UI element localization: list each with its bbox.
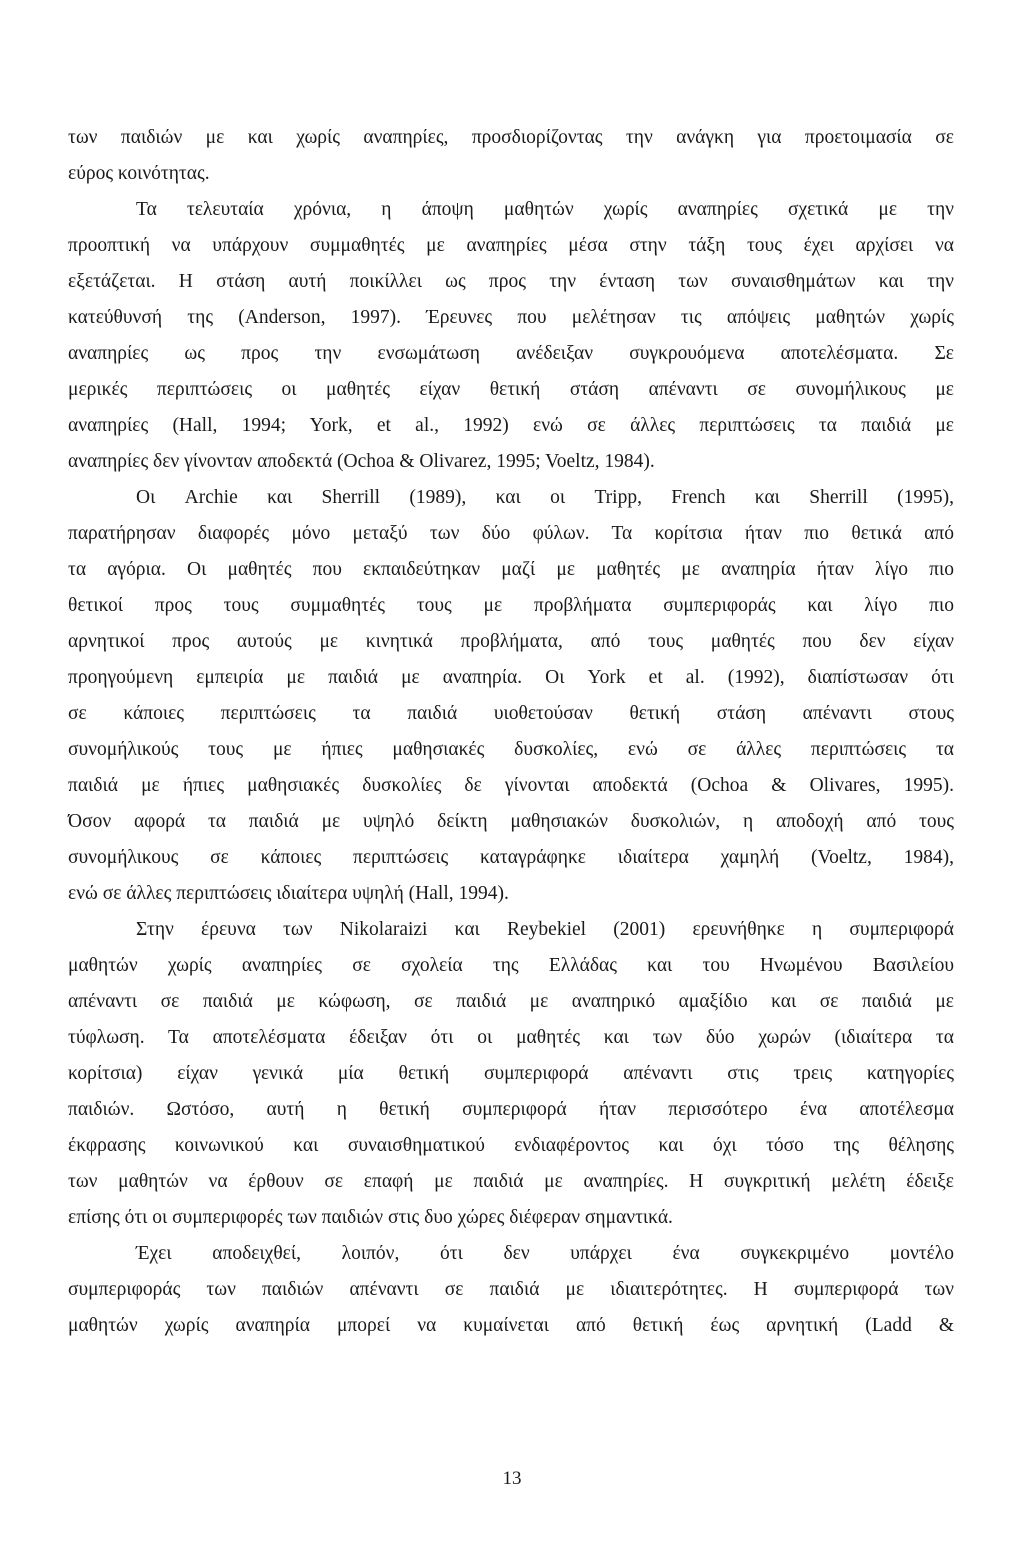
text-line: συνομήλικούς τους με ήπιες μαθησιακές δυσκολίες, ενώ σε άλλες περιπτώσεις τα [68, 739, 954, 760]
text-line: Στην έρευνα των Nikolaraizi και Reybekiel (2001) ερευνήθηκε η συμπεριφορά [136, 919, 954, 940]
text-line: συμπεριφοράς των παιδιών απέναντι σε παιδιά με ιδιαιτερότητες. Η συμπεριφορά των [68, 1279, 954, 1300]
text-line: τύφλωση. Τα αποτελέσματα έδειξαν ότι οι μαθητές και των δύο χωρών (ιδιαίτερα τα [68, 1027, 954, 1048]
text-line: παρατήρησαν διαφορές μόνο μεταξύ των δύο φύλων. Τα κορίτσια ήταν πιο θετικά από [68, 523, 954, 544]
text-line: ενώ σε άλλες περιπτώσεις ιδιαίτερα υψηλή (Hall, 1994). [68, 883, 509, 904]
text-line: θετικοί προς τους συμμαθητές τους με προβλήματα συμπεριφοράς και λίγο πιο [68, 595, 954, 616]
text-line: αρνητικοί προς αυτούς με κινητικά προβλήματα, από τους μαθητές που δεν είχαν [68, 631, 954, 652]
text-line: των μαθητών να έρθουν σε επαφή με παιδιά με αναπηρίες. Η συγκριτική μελέτη έδειξε [68, 1171, 954, 1192]
page-number: 13 [502, 1468, 522, 1489]
text-line: μαθητών χωρίς αναπηρία μπορεί να κυμαίνεται από θετική έως αρνητική (Ladd & [68, 1315, 954, 1336]
text-line: προηγούμενη εμπειρία με παιδιά με αναπηρία. Οι York et al. (1992), διαπίστωσαν ότι [68, 667, 954, 688]
text-line: των παιδιών με και χωρίς αναπηρίες, προσδιορίζοντας την ανάγκη για προετοιμασία σε [68, 127, 954, 148]
text-line: συνομήλικους σε κάποιες περιπτώσεις καταγράφηκε ιδιαίτερα χαμηλή (Voeltz, 1984), [68, 847, 954, 868]
text-line: κορίτσια) είχαν γενικά μία θετική συμπεριφορά απέναντι στις τρεις κατηγορίες [68, 1063, 954, 1084]
text-line: έκφρασης κοινωνικού και συναισθηματικού ενδιαφέροντος και όχι τόσο της θέλησης [68, 1135, 954, 1156]
text-line: Τα τελευταία χρόνια, η άποψη μαθητών χωρίς αναπηρίες σχετικά με την [136, 199, 954, 220]
text-line: εξετάζεται. Η στάση αυτή ποικίλλει ως προς την ένταση των συναισθημάτων και την [68, 271, 954, 292]
text-line: κατεύθυνσή της (Anderson, 1997). Έρευνες που μελέτησαν τις απόψεις μαθητών χωρίς [68, 307, 954, 328]
text-line: επίσης ότι οι συμπεριφορές των παιδιών στις δυο χώρες διέφεραν σημαντικά. [68, 1207, 673, 1228]
text-line: παιδιών. Ωστόσο, αυτή η θετική συμπεριφορά ήταν περισσότερο ένα αποτέλεσμα [68, 1099, 954, 1120]
text-line: αναπηρίες δεν γίνονταν αποδεκτά (Ochoa & Olivarez, 1995; Voeltz, 1984). [68, 451, 655, 472]
text-line: μερικές περιπτώσεις οι μαθητές είχαν θετική στάση απέναντι σε συνομήλικους με [68, 379, 954, 400]
text-line: εύρος κοινότητας. [68, 163, 210, 184]
text-line: παιδιά με ήπιες μαθησιακές δυσκολίες δε γίνονται αποδεκτά (Ochoa & Olivares, 1995). [68, 775, 954, 796]
text-line: Οι Archie και Sherrill (1989), και οι Tripp, French και Sherrill (1995), [136, 487, 954, 508]
text-line: τα αγόρια. Οι μαθητές που εκπαιδεύτηκαν μαζί με μαθητές με αναπηρία ήταν λίγο πιο [68, 559, 954, 580]
text-line: αναπηρίες ως προς την ενσωμάτωση ανέδειξαν συγκρουόμενα αποτελέσματα. Σε [68, 343, 954, 364]
text-line: Έχει αποδειχθεί, λοιπόν, ότι δεν υπάρχει ένα συγκεκριμένο μοντέλο [136, 1243, 954, 1264]
text-line: απέναντι σε παιδιά με κώφωση, σε παιδιά με αναπηρικό αμαξίδιο και σε παιδιά με [68, 991, 954, 1012]
text-line: προοπτική να υπάρχουν συμμαθητές με αναπηρίες μέσα στην τάξη τους έχει αρχίσει να [68, 235, 954, 256]
text-line: μαθητών χωρίς αναπηρίες σε σχολεία της Ελλάδας και του Ηνωμένου Βασιλείου [68, 955, 954, 976]
text-line: Όσον αφορά τα παιδιά με υψηλό δείκτη μαθησιακών δυσκολιών, η αποδοχή από τους [68, 811, 954, 832]
text-line: σε κάποιες περιπτώσεις τα παιδιά υιοθετούσαν θετική στάση απέναντι στους [68, 703, 954, 724]
text-line: αναπηρίες (Hall, 1994; York, et al., 1992) ενώ σε άλλες περιπτώσεις τα παιδιά με [68, 415, 954, 436]
